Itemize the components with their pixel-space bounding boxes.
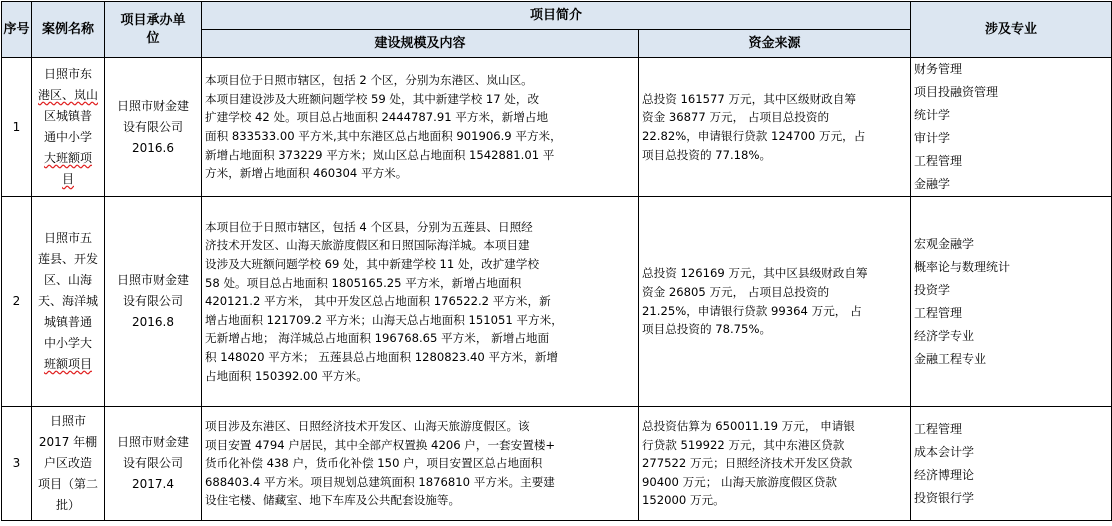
header-case-name: 案例名称 <box>32 2 105 58</box>
project-case-table <box>1 1 1112 521</box>
row-case-name: 日照市 2017 年棚 户区改造 项目（第二 批） <box>32 407 105 521</box>
row-funding: 总投资 126169 万元，其中区县级财政自筹 资金 26805 万元， 占项目总投资的 21.25%，申请银行贷款 99364 万元， 占 项目总投资的 78.75%。 <box>639 197 911 407</box>
table-row <box>2 407 1112 521</box>
row-seq: 2 <box>2 197 32 407</box>
row-undertaker: 日照市财金建 设有限公司 2016.6 <box>105 58 202 197</box>
row-funding: 总投资估算为 650011.19 万元， 申请银 行贷款 519922 万元，其中东港区贷款 277522 万元；日照经济技术开发区贷款 90400 万元； 山海天旅游度假区贷款 152000 万元。 <box>639 407 911 521</box>
header-row-top <box>2 2 1112 30</box>
header-seq: 序号 <box>2 2 32 58</box>
row-case-name: 日照市五 莲县、开发 区、山海 天、海洋城 城镇普通 中小学大 班额项目 <box>32 197 105 407</box>
header-scale: 建设规模及内容 <box>202 30 639 58</box>
row-majors: 宏观金融学 概率论与数理统计 投资学 工程管理 经济学专业 金融工程专业 <box>911 197 1112 407</box>
row-case-name: 日照市东 港区、岚山 区城镇普 通中小学 大班额项 目 <box>32 58 105 197</box>
row-scale: 项目涉及东港区、日照经济技术开发区、山海天旅游度假区。该 项目安置 4794 户居民，其中全部产权置换 4206 户，一套安置楼+ 货币化补偿 438 户，货币化补偿 150 户，项目安置区总占地面积 688403.4 平方米。项目规划总建筑面积 1876810 平方米。主要建 设住宅楼、储藏室、地下车库及公共配套设施等。 <box>202 407 639 521</box>
header-majors: 涉及专业 <box>911 2 1112 58</box>
row-scale: 本项目位于日照市辖区，包括 2 个区，分别为东港区、岚山区。 本项目建设涉及大班额问题学校 59 处，其中新建学校 17 处，改 扩建学校 42 处。项目总占地面积 2444787.91 平方米，新增占地 面积 833533.00 平方米,其中东港区总占地面积 901906.9 平方米， 新增占地面积 373229 平方米；岚山区总占地面积 1542881.01 平 方米，新增占地面积 460304 平方米。 <box>202 58 639 197</box>
header-undertaker: 项目承办单位 <box>105 2 202 58</box>
header-intro: 项目简介 <box>202 2 911 30</box>
row-undertaker: 日照市财金建 设有限公司 2017.4 <box>105 407 202 521</box>
row-majors: 财务管理 项目投融资管理 统计学 审计学 工程管理 金融学 <box>911 58 1112 197</box>
row-scale: 本项目位于日照市辖区，包括 4 个区县，分别为五莲县、日照经 济技术开发区、山海天旅游度假区和日照国际海洋城。本项目建 设涉及大班额问题学校 69 处，其中新建学校 11 处，改扩建学校 58 处。项目总占地面积 1805165.25 平方米，新增占地面积 420121.2 平方米， 其中开发区总占地面积 176522.2 平方米，新 增占地面积 121709.2 平方米；山海天总占地面积 151051 平方米， 无新增占地； 海洋城总占地面积 196768.65 平方米， 新增占地面 积 148020 平方米； 五莲县总占地面积 1280823.40 平方米，新增 占地面积 150392.00 平方米。 <box>202 197 639 407</box>
row-majors: 工程管理 成本会计学 经济博理论 投资银行学 <box>911 407 1112 521</box>
table-row <box>2 58 1112 197</box>
table-row <box>2 197 1112 407</box>
row-seq: 1 <box>2 58 32 197</box>
row-seq: 3 <box>2 407 32 521</box>
header-funding: 资金来源 <box>639 30 911 58</box>
row-undertaker: 日照市财金建 设有限公司 2016.8 <box>105 197 202 407</box>
row-funding: 总投资 161577 万元，其中区级财政自筹 资金 36877 万元， 占项目总投资的 22.82%，申请银行贷款 124700 万元，占 项目总投资的 77.18%。 <box>639 58 911 197</box>
